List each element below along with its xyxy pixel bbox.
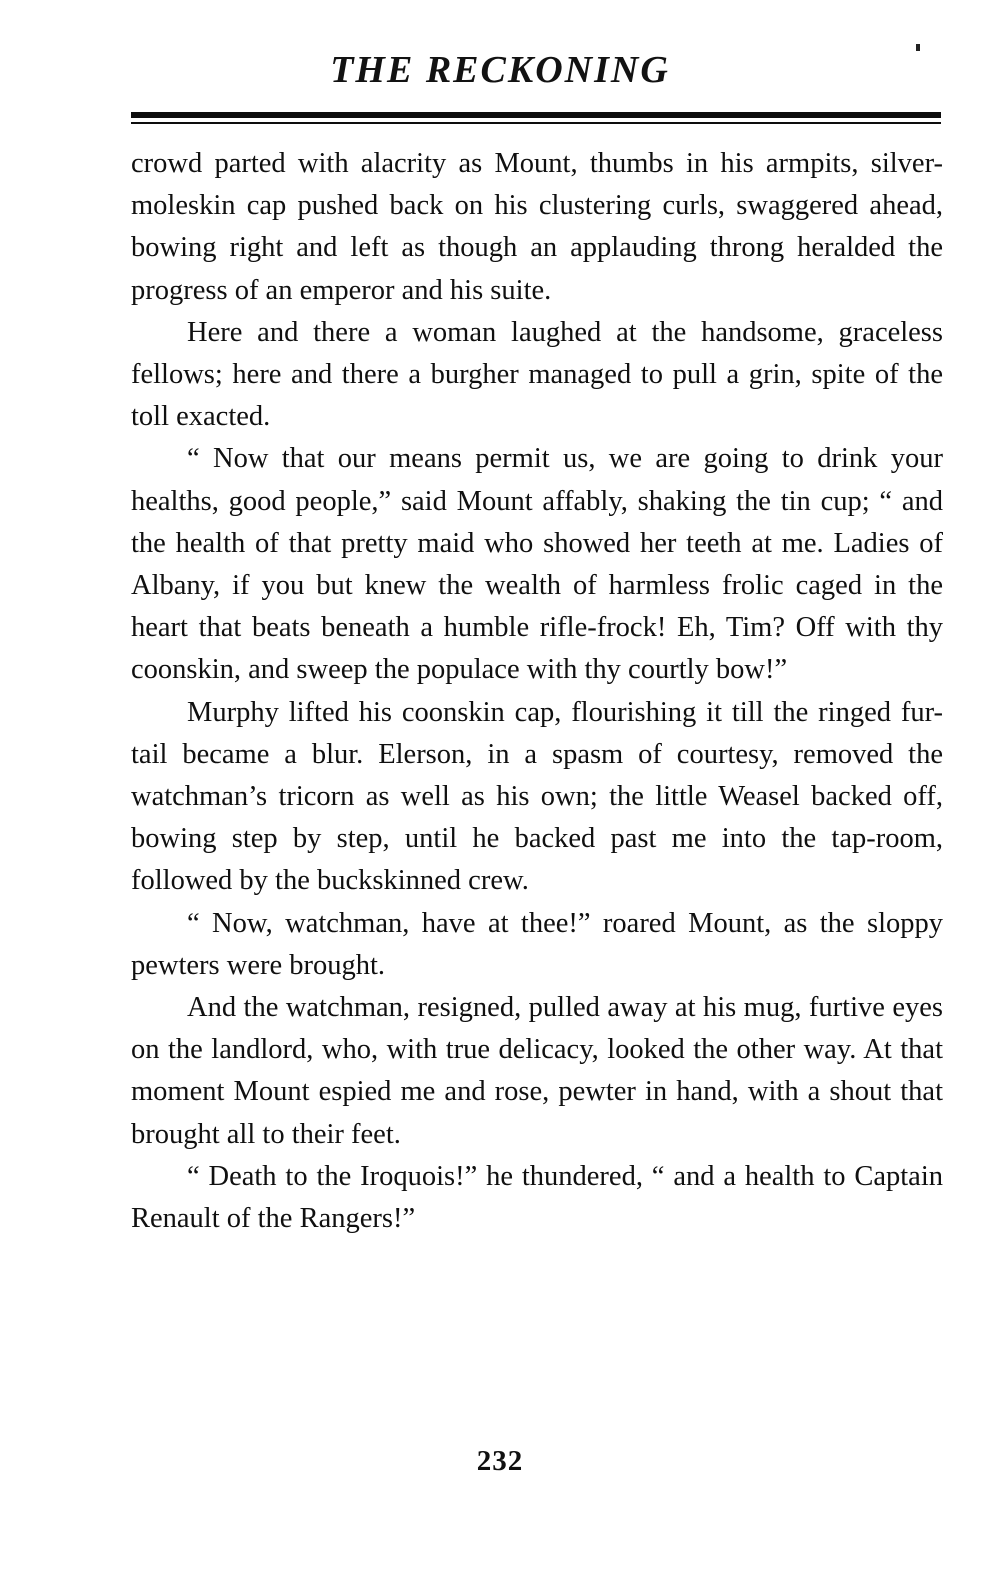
header-rule [131,112,941,124]
paragraph: “ Now, watchman, have at thee!” roared Mount, as the sloppy pewters were brought. [131,907,943,981]
page-number: 232 [476,1445,524,1477]
paragraph: Murphy lifted his coonskin cap, flourishing it till the ringed fur-tail became a blur. Elerson, in a spasm of courtesy, removed the watchman’s tricorn as well as his own; the little Weasel backed off, bowing step by step, until he backed past me into the tap-room, followed by the buckskinned crew. [131,696,943,897]
paragraph: “ Death to the Iroquois!” he thundered, “ and a health to Captain Renault of the Rangers!” [131,1160,943,1235]
page-title: THE RECKONING [330,49,670,91]
margin-speck [916,44,920,51]
body-text [131,143,943,1240]
paragraph: “ Now that our means permit us, we are going to drink your healths, good people,” said Mount affably, shaking the tin cup; “ and the health of that pretty maid who showed her teeth at me. Ladies of Albany, if you but knew the wealth of harmless frolic caged in the heart that beats beneath a humble rifle-frock! Eh, Tim? Off with thy coonskin, and sweep the populace with thy courtly bow!” [131,443,943,686]
header-rule-thin [131,122,941,124]
paragraph: And the watchman, resigned, pulled away at his mug, furtive eyes on the landlord, who, with true delicacy, looked the other way. At that moment Mount espied me and rose, pewter in hand, with a shout that brought all to their feet. [131,992,943,1150]
paragraph: Here and there a woman laughed at the handsome, graceless fellows; here and there a burgher managed to pull a grin, spite of the toll exacted. [131,316,943,433]
paragraph: crowd parted with alacrity as Mount, thumbs in his armpits, silver-moleskin cap pushed back on his clustering curls, swaggered ahead, bowing right and left as though an applauding throng heralded the progress of an emperor and his suite. [131,148,943,306]
